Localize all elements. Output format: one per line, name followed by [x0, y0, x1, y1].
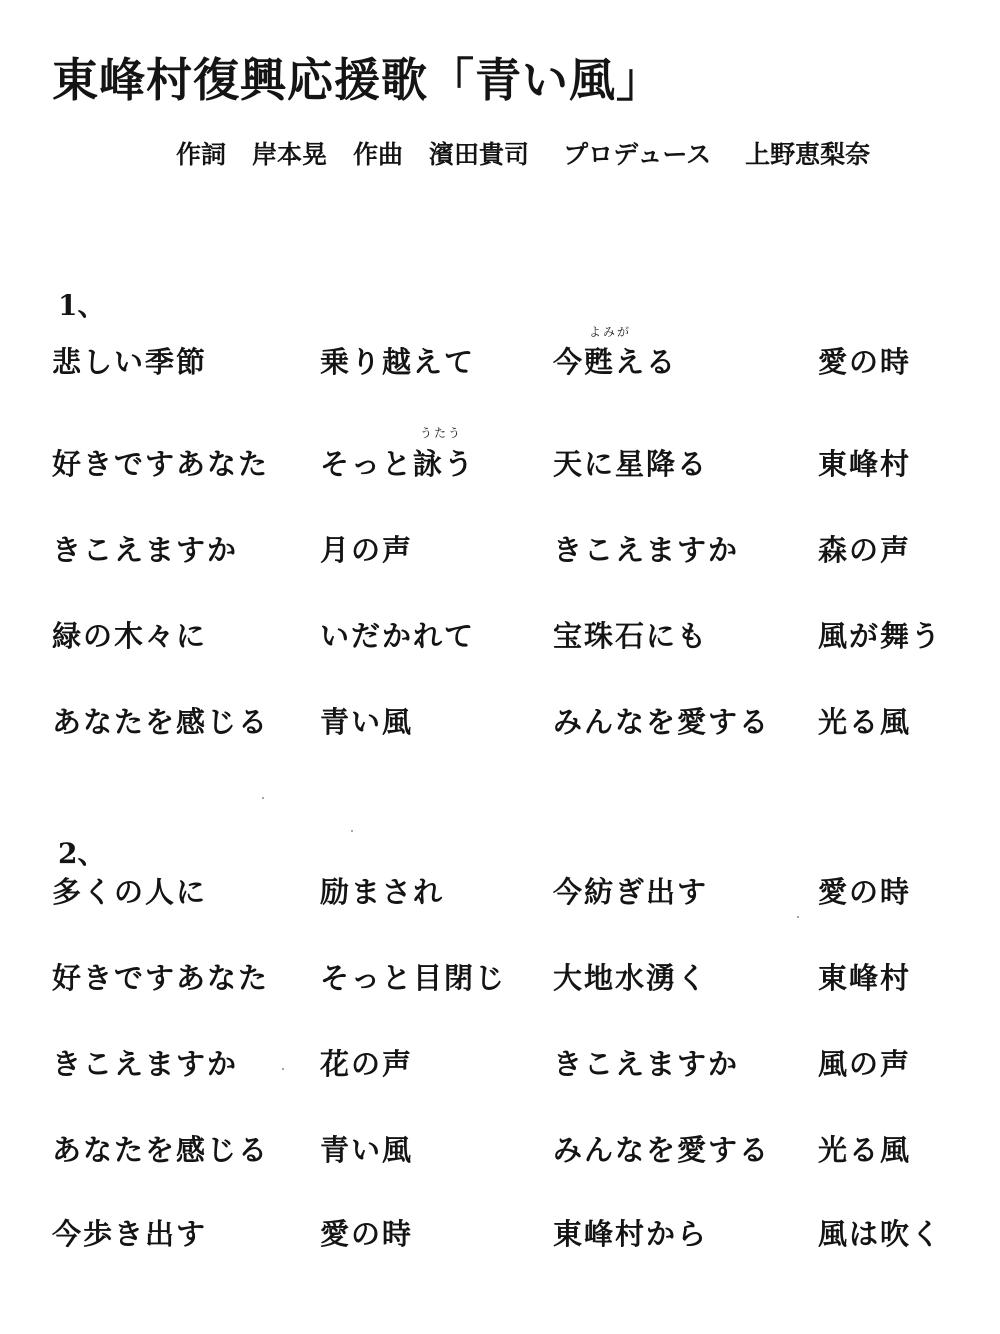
lyric-line: [0, 956, 1000, 996]
lyric-phrase: 風の声: [818, 1047, 912, 1081]
producer-label: プロデュース: [563, 140, 712, 169]
producer-name: 上野恵梨奈: [745, 140, 871, 169]
lyric-phrase: 青い風: [320, 1133, 414, 1167]
furigana-yomigaeru: よみが: [589, 325, 632, 339]
credits-line: [176, 135, 870, 171]
lyric-phrase: 光る風: [818, 1133, 912, 1167]
lyric-phrase: 今歩き出す: [52, 1217, 208, 1251]
lyric-phrase: 風は吹く: [818, 1217, 943, 1251]
lyricist-name: 岸本晃: [252, 140, 328, 169]
scan-speck: [797, 916, 799, 918]
lyric-phrase: 好きですあなた: [52, 961, 270, 995]
lyric-line: [0, 340, 1000, 380]
lyric-line: [0, 1128, 1000, 1168]
lyric-line: [0, 1212, 1000, 1252]
furigana-utau: うたう: [420, 426, 463, 440]
lyric-phrase: あなたを感じる: [52, 1133, 270, 1167]
lyric-phrase: いだかれて: [320, 619, 476, 653]
lyric-phrase: 東峰村から: [553, 1217, 709, 1251]
verse-number: 2、: [58, 837, 106, 870]
lyrics-label: 作詞: [176, 140, 227, 169]
lyric-phrase: 青い風: [320, 705, 414, 739]
lyric-phrase: 緑の木々に: [52, 619, 208, 653]
lyric-phrase: 今甦える: [553, 345, 678, 379]
lyric-line: [0, 528, 1000, 568]
verse-number: 1、: [58, 289, 106, 322]
lyric-phrase: 今紡ぎ出す: [553, 875, 709, 909]
lyric-phrase: 宝珠石にも: [553, 619, 709, 653]
lyric-phrase: あなたを感じる: [52, 705, 270, 739]
lyric-phrase: 愛の時: [818, 875, 912, 909]
lyric-phrase: 東峰村: [818, 961, 912, 995]
lyric-phrase: 愛の時: [320, 1217, 414, 1251]
lyric-phrase: そっと目閉じ: [320, 961, 507, 995]
lyric-line: [0, 1042, 1000, 1082]
lyric-phrase: きこえますか: [52, 533, 239, 567]
lyric-phrase: みんなを愛する: [553, 1133, 771, 1167]
lyric-phrase: 風が舞う: [818, 619, 943, 653]
scan-speck: [351, 830, 353, 832]
lyric-phrase: 好きですあなた: [52, 447, 270, 481]
page-title: 東峰村復興応援歌「青い風」: [52, 53, 663, 107]
lyric-phrase: 励まされ: [320, 875, 445, 909]
lyric-line: [0, 870, 1000, 910]
composer-name: 濱田貴司: [429, 140, 530, 169]
lyric-phrase: きこえますか: [553, 1047, 740, 1081]
lyric-phrase: 天に星降る: [553, 447, 709, 481]
lyric-phrase: きこえますか: [553, 533, 740, 567]
lyric-phrase: 乗り越えて: [320, 345, 476, 379]
music-label: 作曲: [353, 140, 404, 169]
scan-speck: [262, 797, 264, 799]
lyric-phrase: 月の声: [320, 533, 414, 567]
lyric-phrase: 森の声: [818, 533, 912, 567]
lyric-phrase: 花の声: [320, 1047, 414, 1081]
lyric-phrase: きこえますか: [52, 1047, 239, 1081]
lyric-line: [0, 700, 1000, 740]
lyric-line: [0, 442, 1000, 482]
lyric-phrase: 光る風: [818, 705, 912, 739]
lyric-line: [0, 614, 1000, 654]
lyric-phrase: 愛の時: [818, 345, 912, 379]
lyric-phrase: そっと詠う: [320, 447, 476, 481]
lyric-phrase: 多くの人に: [52, 875, 208, 909]
lyric-phrase: みんなを愛する: [553, 705, 771, 739]
lyric-phrase: 悲しい季節: [52, 345, 208, 379]
scan-speck: [282, 1068, 284, 1070]
lyric-phrase: 東峰村: [818, 447, 912, 481]
lyric-phrase: 大地水湧く: [553, 961, 709, 995]
